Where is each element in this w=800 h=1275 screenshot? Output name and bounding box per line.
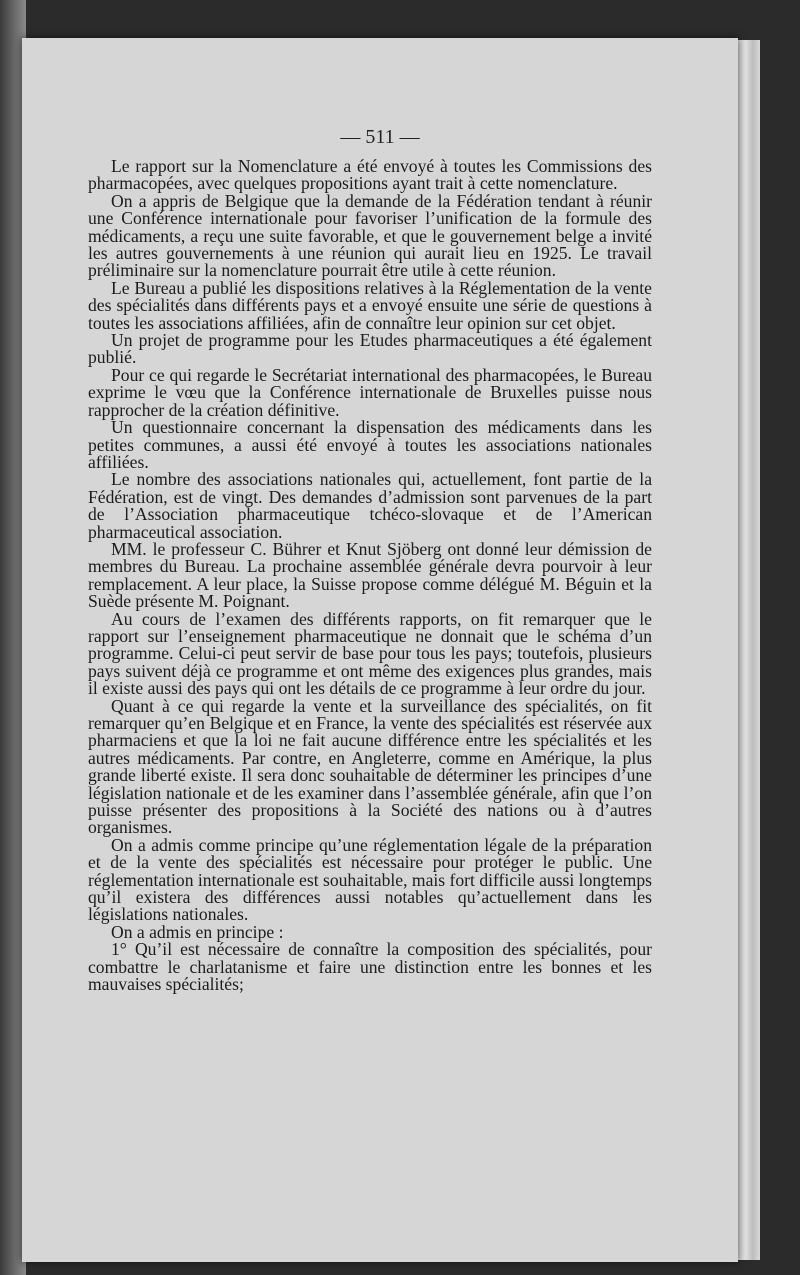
paragraph: Le rapport sur la Nomenclature a été envoyé à toutes les Commissions des pharmacopées, avec quelques propositions ayant trait à cette nomenclature.: [88, 156, 652, 194]
paragraph: On a appris de Belgique que la demande de la Fédération tendant à réunir une Conférence internationale pour favoriser l’unification de la formule des médicaments, a reçu une suite favorable, et que le gouvernement belge a invité les autres gouvernements à une réunion qui aurait lieu en 1925. Le travail préliminaire sur la nomenclature pourrait être utile à cette réunion.: [88, 190, 652, 281]
page-stack-edge: [736, 40, 760, 1260]
body-text: [88, 158, 652, 994]
paragraph: MM. le professeur C. Bührer et Knut Sjöberg ont donné leur démission de membres du Bureau. La prochaine assemblée générale devra pourvoir à leur remplacement. A leur place, la Suisse propose comme délégué M. Béguin et la Suède présente M. Poignant.: [88, 538, 652, 612]
paragraph: Le nombre des associations nationales qui, actuellement, font partie de la Fédération, est de vingt. Des demandes d’admission sont parvenues de la part de l’Association pharmaceutique tchéco-slovaque et de l’American pharmaceutical association.: [88, 469, 652, 542]
book-page: [22, 38, 738, 1262]
page-number: — 511 —: [340, 126, 420, 148]
paragraph: On a admis comme principe qu’une réglementation légale de la préparation et de la vente des spécialités est nécessaire pour protéger le public. Une réglementation internationale est souhaitable, mais fort difficile aussi longtemps qu’il existera des différences aussi notables qu’actuellement dans les législations nationales.: [88, 834, 652, 925]
paragraph: Le Bureau a publié les dispositions relatives à la Réglementation de la vente des spécialités dans différents pays et a envoyé ensuite une série de questions à toutes les associations affiliées, afin de connaître leur opinion sur cet objet.: [88, 277, 652, 333]
paragraph: Un questionnaire concernant la dispensation des médicaments dans les petites communes, a aussi été envoyé à toutes les associations nationales affiliées.: [88, 417, 652, 472]
paragraph: On a admis en principe :: [111, 921, 284, 942]
paragraph: Quant à ce qui regarde la vente et la surveillance des spécialités, on fit remarquer qu’en Belgique et en France, la vente des spécialités est réservée aux pharmaciens et que la loi ne fait aucune différence entre les spécialités et les autres médicaments. Par contre, en Angleterre, comme en Amérique, la plus grande liberté existe. Il sera donc souhaitable de déterminer les principes d’une législation nationale et de les examiner dans l’assemblée générale, afin que l’on puisse présenter des propositions à la Société des nations ou à d’autres organismes.: [88, 695, 652, 838]
paragraph: Un projet de programme pour les Etudes pharmaceutiques a été également publié.: [88, 330, 652, 368]
paragraph: Pour ce qui regarde le Secrétariat international des pharmacopées, le Bureau exprime le vœu que la Conférence internationale de Bruxelles puisse nous rapprocher de la création définitive.: [88, 364, 652, 420]
paragraph: 1° Qu’il est nécessaire de connaître la composition des spécialités, pour combattre le charlatanisme et faire une distinction entre les bonnes et les mauvaises spécialités;: [88, 939, 652, 995]
paragraph: Au cours de l’examen des différents rapports, on fit remarquer que le rapport sur l’enseignement pharmaceutique ne donnait que le schéma d’un programme. Celui-ci peut servir de base pour tous les pays; toutefois, plusieurs pays suivent déjà ce programme et ont même des exigences plus grandes, mais il existe aussi des pays qui ont les détails de ce programme à leur ordre du jour.: [88, 608, 652, 699]
